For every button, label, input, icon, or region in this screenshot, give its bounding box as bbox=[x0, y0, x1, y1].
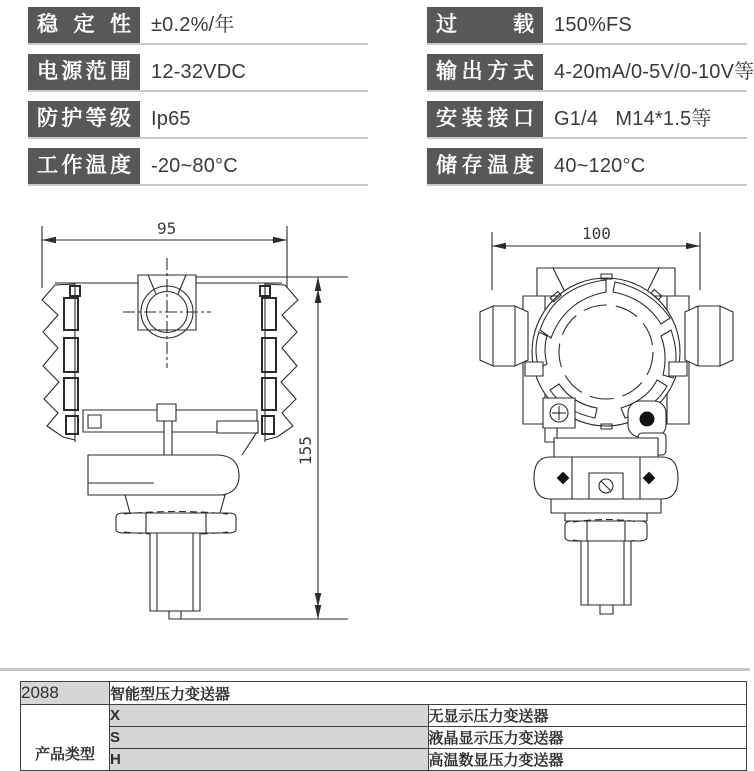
mounting-bracket bbox=[83, 404, 258, 456]
spec-row-protection-class bbox=[28, 101, 368, 139]
dim-text-95: 95 bbox=[157, 219, 177, 238]
spec-label: 输出方式 bbox=[427, 54, 543, 90]
option-desc-cell: 液晶显示压力变送器 bbox=[428, 727, 747, 749]
top-port bbox=[123, 258, 211, 368]
spec-label: 防护等级 bbox=[28, 101, 140, 137]
spec-value: Ip65 bbox=[151, 108, 191, 130]
model-selection-table bbox=[20, 681, 747, 769]
section-divider bbox=[0, 668, 750, 671]
spec-value: -20~80°C bbox=[151, 155, 238, 177]
spec-value: ±0.2%/年 bbox=[151, 14, 235, 36]
hex-nut-and-stem bbox=[551, 499, 661, 614]
ground-terminal bbox=[543, 398, 575, 442]
left-cable-gland bbox=[480, 306, 528, 366]
spec-label: 工作温度 bbox=[28, 148, 140, 184]
table-row-model bbox=[21, 682, 747, 705]
process-arm bbox=[88, 455, 239, 495]
hex-nut-and-stem bbox=[116, 495, 236, 619]
spec-value: 150%FS bbox=[554, 14, 632, 36]
spec-row-stability bbox=[28, 7, 368, 45]
spec-value: 40~120°C bbox=[554, 155, 646, 177]
spec-row-overload bbox=[427, 7, 747, 45]
option-desc-cell: 高温数显压力变送器 bbox=[428, 749, 747, 771]
dim-text-100: 100 bbox=[582, 224, 611, 243]
option-code-cell: S bbox=[110, 727, 429, 749]
spec-row-mount-interface bbox=[427, 101, 747, 139]
option-desc-cell: 无显示压力变送器 bbox=[428, 705, 747, 727]
height-dimension-155 bbox=[296, 277, 321, 619]
option-code-cell: H bbox=[110, 749, 429, 771]
right-cable-gland bbox=[685, 306, 733, 366]
spec-label: 稳定性 bbox=[28, 7, 140, 43]
model-code-cell: 2088 bbox=[21, 682, 110, 705]
spec-label: 电源范围 bbox=[28, 54, 140, 90]
spec-row-power-range bbox=[28, 54, 368, 92]
spec-label: 储存温度 bbox=[427, 148, 543, 184]
spec-row-storage-temp bbox=[427, 148, 747, 186]
table-row-option bbox=[21, 727, 747, 749]
dim-text-155: 155 bbox=[296, 436, 315, 465]
table-row-option bbox=[21, 749, 747, 771]
table-row-option bbox=[21, 705, 747, 727]
mounting-flange bbox=[534, 457, 678, 499]
group-label: 产品类型 bbox=[34, 746, 95, 763]
spec-value: 12-32VDC bbox=[151, 61, 246, 83]
model-name-cell: 智能型压力变送器 bbox=[110, 682, 747, 705]
spec-value: G1/4 M14*1.5等 bbox=[554, 108, 712, 130]
front-view-technical-drawing bbox=[455, 220, 750, 660]
spec-row-output-mode bbox=[427, 54, 754, 92]
spec-value: 4-20mA/0-5V/0-10V等 bbox=[554, 61, 754, 83]
option-code-cell: X bbox=[110, 705, 429, 727]
housing-neck bbox=[554, 438, 658, 458]
spec-label: 安装接口 bbox=[427, 101, 543, 137]
group-label-cell bbox=[21, 705, 110, 771]
side-view-technical-drawing bbox=[20, 212, 350, 657]
spec-row-working-temp bbox=[28, 148, 368, 186]
spec-label: 过载 bbox=[427, 7, 543, 43]
